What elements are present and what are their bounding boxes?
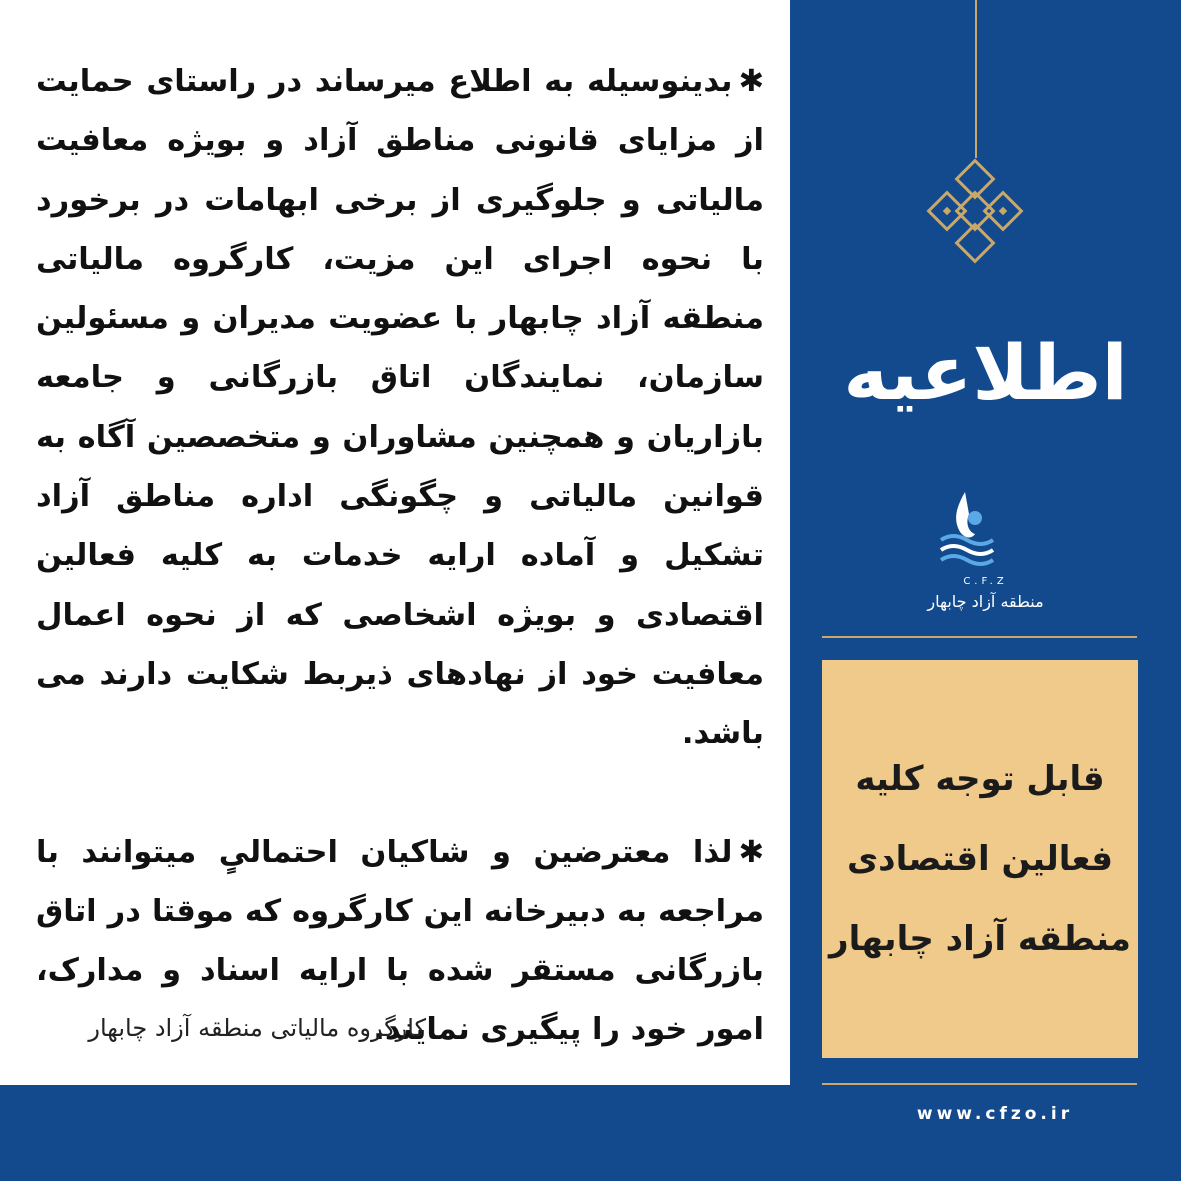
paragraph-1-text: بدینوسیله به اطلاع میرساند در راستای حمایت از مزایای قانونی مناطق آزاد و بویژه معافیت مالیاتی و جلوگیری از برخی ابهامات در برخورد با نحوه اجرای این مزیت، کارگروه مالیاتی منطقه آزاد چابهار با عضویت مدیران و مسئولین سازمان، نمایندگان اتاق بازرگانی و جامعه بازاریان و همچنین مشاوران و متخصصین آگاه به قوانین مالیاتی و چگونگی اداره مناطق آزاد تشکیل و آماده ارایه خدمات به کلیه فعالین اقتصادی و بویژه اشخاصی که از نحوه اعمال معافیت خود از نهادهای ذیربط شکایت دارند می باشد.	[36, 64, 764, 752]
notice-box	[822, 660, 1138, 1058]
notice-line: قابل توجه کلیه	[855, 759, 1105, 799]
website-link[interactable]: www.cfzo.ir	[916, 1104, 1074, 1124]
page-title: اطلاعیه	[843, 328, 1128, 417]
footer-band	[0, 1085, 1181, 1181]
announcement-body	[36, 52, 764, 1060]
notice-line: منطقه آزاد چابهار	[829, 919, 1131, 959]
notice-line: فعالین اقتصادی	[847, 839, 1113, 879]
paragraph-1	[36, 52, 764, 764]
divider-top	[822, 636, 1137, 638]
logo-name: منطقه آزاد چابهار	[927, 592, 1044, 611]
bullet-icon: ✱	[738, 834, 764, 870]
divider-bottom	[822, 1083, 1137, 1085]
cfz-logo-icon	[935, 488, 999, 574]
paragraph-2-text: لذا معترضین و شاکیان احتمالیٍ میتوانند با مراجعه به دبیرخانه این کارگروه که موقتا در اتاق بازرگانی مستقر شده با ارایه اسناد و مدارک، امور خود را پیگیری نمایند.	[36, 834, 764, 1048]
signature: کارگروه مالیاتی منطقه آزاد چابهار	[88, 1014, 426, 1042]
ornament-string	[975, 0, 977, 158]
logo-caption: C.F.Z	[963, 576, 1008, 587]
bullet-icon: ✱	[738, 64, 764, 99]
knot-ornament-icon	[922, 158, 1030, 268]
